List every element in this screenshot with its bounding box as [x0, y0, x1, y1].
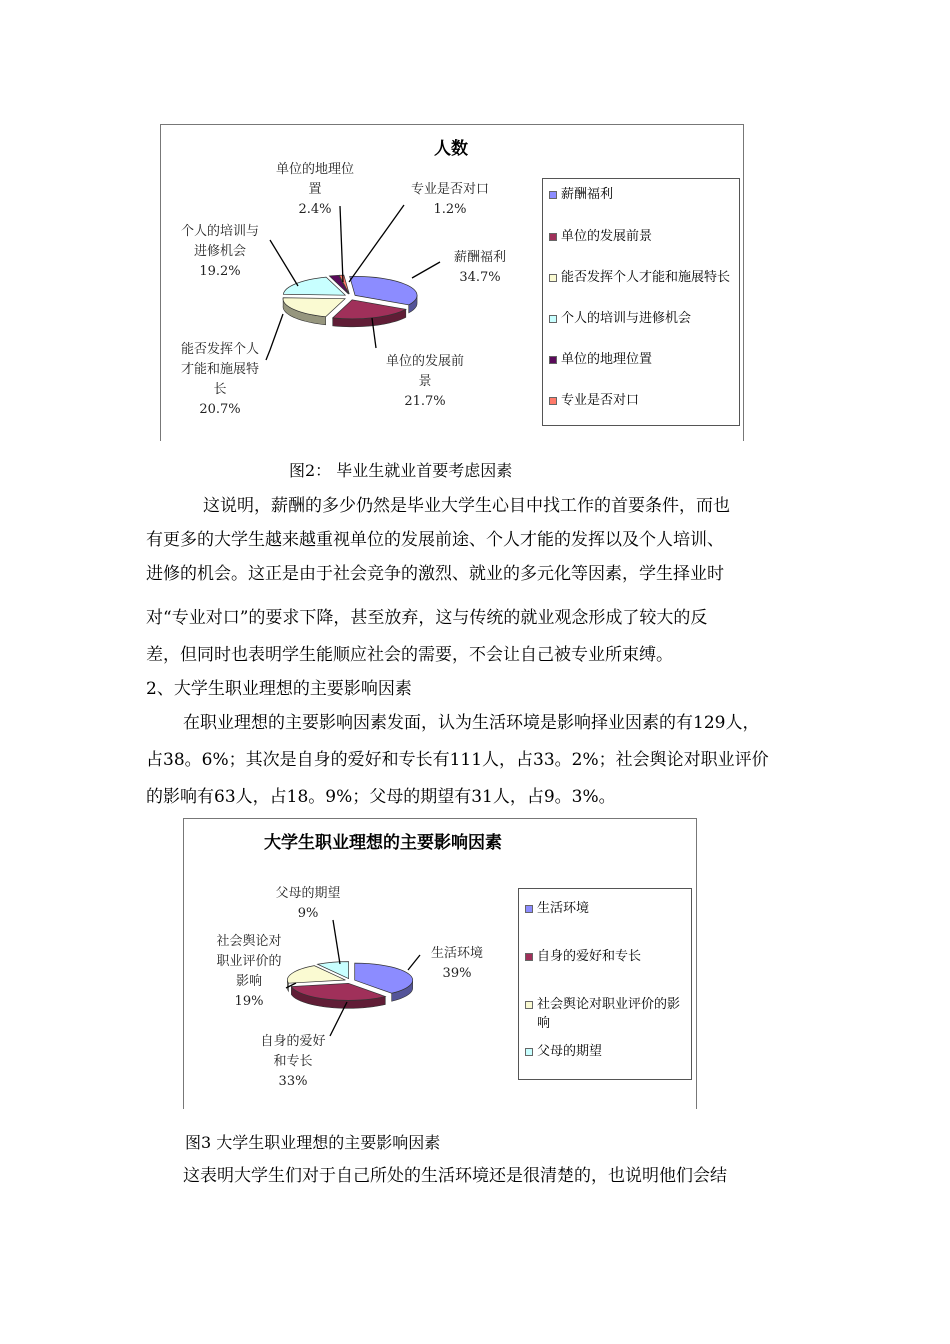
paragraph-1-line-5: 差，但同时也表明学生能顺应社会的需要，不会让自己被专业所束缚。 — [146, 645, 673, 665]
legend-item-location: 单位的地理位置 — [549, 350, 652, 369]
legend-item-salary: 薪酬福利 — [549, 185, 613, 204]
figure3-label-environment: 生活环境 39% — [430, 946, 483, 981]
legend-item-training: 个人的培训与进修机会 — [549, 309, 691, 328]
figure2-label-location: 单位的地理位 置 2.4% — [275, 162, 354, 217]
figure2-label-salary: 薪酬福利 34.7% — [453, 250, 506, 285]
legend-item-major: 专业是否对口 — [549, 391, 639, 410]
figure2-label-training: 个人的培训与 进修机会 19.2% — [180, 224, 259, 279]
legend-item-talent: 能否发挥个人才能和施展特长 — [549, 268, 733, 287]
paragraph-2-line-1: 在职业理想的主要影响因素发面，认为生活环境是影响择业因素的有129人， — [183, 713, 760, 733]
paragraph-2-line-3: 的影响有63人，占18。9%；父母的期望有31人，占9。3%。 — [146, 787, 616, 807]
figure2-label-talent: 能否发挥个人 才能和施展特 长 20.7% — [180, 342, 259, 417]
figure3-legend — [518, 888, 692, 1080]
paragraph-1-line-4: 对“专业对口”的要求下降，甚至放弃，这与传统的就业观念形成了较大的反 — [146, 608, 708, 628]
paragraph-1-line-1: 这说明，薪酬的多少仍然是毕业大学生心目中找工作的首要条件，而也 — [203, 496, 730, 516]
legend-item-parents: 父母的期望 — [525, 1042, 602, 1061]
paragraph-1-line-3: 进修的机会。这正是由于社会竞争的激烈、就业的多元化等因素，学生择业时 — [146, 564, 724, 584]
leader-line-3 — [333, 920, 340, 964]
figure2-caption: 图2： 毕业生就业首要考虑因素 — [289, 461, 513, 480]
legend-item-prospects: 单位的发展前景 — [549, 227, 652, 246]
paragraph-1-line-2: 有更多的大学生越来越重视单位的发展前途、个人才能的发挥以及个人培训、 — [146, 530, 724, 550]
section-heading: 2、大学生职业理想的主要影响因素 — [146, 679, 412, 699]
legend-item-hobby: 自身的爱好和专长 — [525, 947, 641, 966]
figure3-label-opinion: 社会舆论对 职业评价的 影响 19% — [216, 934, 282, 1009]
paragraph-3-line-1: 这表明大学生们对于自己所处的生活环境还是很清楚的，也说明他们会结 — [183, 1166, 727, 1186]
legend-item-environment: 生活环境 — [525, 899, 589, 918]
figure2-label-prospects: 单位的发展前 景 21.7% — [385, 354, 464, 409]
figure3-caption: 图3 大学生职业理想的主要影响因素 — [185, 1133, 441, 1152]
figure3-label-parents: 父母的期望 9% — [275, 886, 341, 921]
figure2-title: 人数 — [434, 139, 468, 159]
legend-item-opinion: 社会舆论对职业评价的影响 — [525, 995, 687, 1033]
figure3-title: 大学生职业理想的主要影响因素 — [264, 833, 502, 853]
paragraph-2-line-2: 占38。6%；其次是自身的爱好和专长有111人，占33。2%；社会舆论对职业评价 — [146, 750, 769, 770]
figure2-label-major: 专业是否对口 1.2% — [410, 182, 489, 217]
figure3-label-hobby: 自身的爱好 和专长 33% — [260, 1034, 326, 1089]
